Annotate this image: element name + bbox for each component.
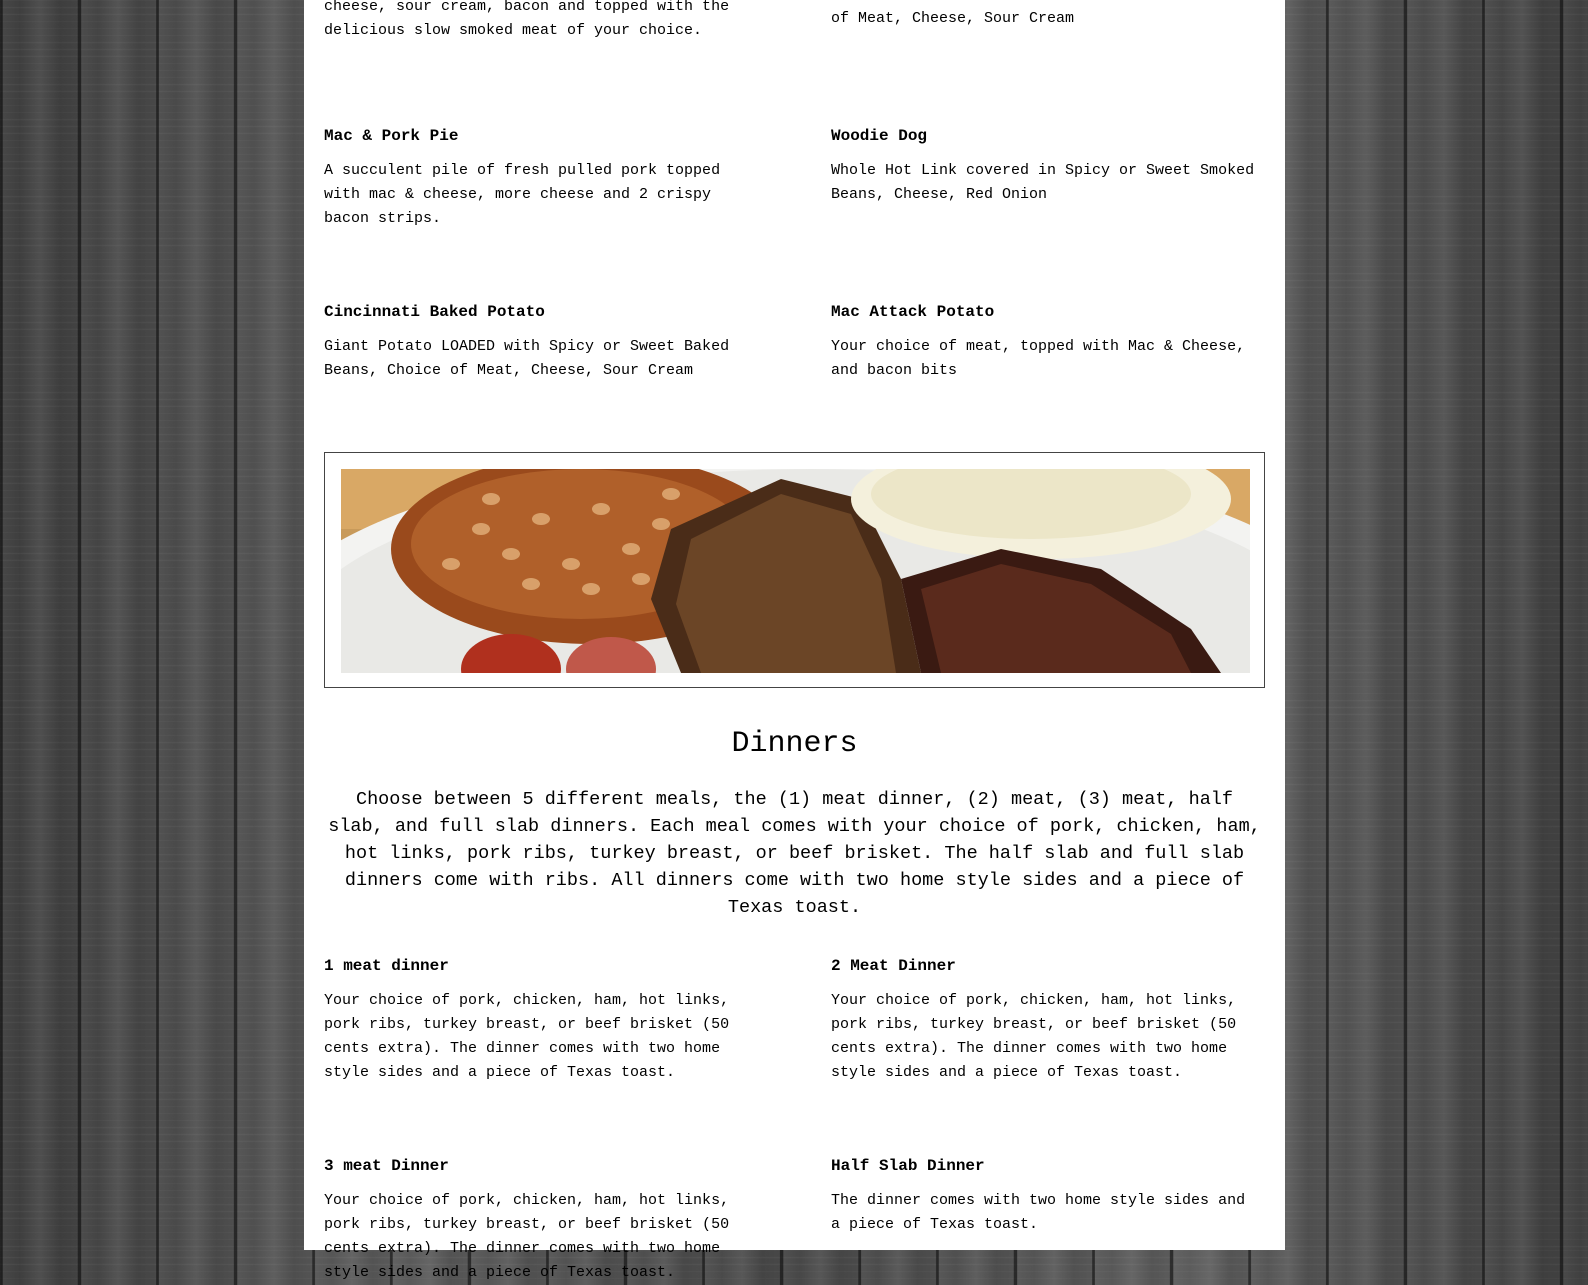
- menu-item-title: Mac & Pork Pie: [324, 127, 459, 145]
- item-description-partial-right: of Meat, Cheese, Sour Cream: [831, 10, 1075, 27]
- menu-item: [324, 124, 749, 231]
- menu-item-title: 1 meat dinner: [324, 957, 449, 975]
- menu-item-title: Mac Attack Potato: [831, 303, 995, 321]
- menu-item: [324, 1154, 749, 1285]
- menu-item-description: The dinner comes with two home style sides and a piece of Texas toast.: [831, 1192, 1246, 1233]
- menu-item-description: Giant Potato LOADED with Spicy or Sweet Baked Beans, Choice of Meat, Cheese, Sour Cream: [324, 338, 730, 379]
- menu-item-title: Cincinnati Baked Potato: [324, 303, 545, 321]
- menu-item-description: Your choice of pork, chicken, ham, hot links, pork ribs, turkey breast, or beef brisket (50 cents extra). The dinner comes with two home style sides and a piece of Texas toast.: [324, 1192, 730, 1281]
- menu-item-description: Your choice of pork, chicken, ham, hot links, pork ribs, turkey breast, or beef brisket (50 cents extra). The dinner comes with two home style sides and a piece of Texas toast.: [324, 992, 730, 1081]
- food-photo: [341, 469, 1250, 673]
- menu-item: [831, 300, 1256, 383]
- menu-item: [831, 954, 1256, 1085]
- bbq-plate-image: [341, 469, 1250, 673]
- menu-item: [831, 124, 1256, 207]
- menu-item: [324, 300, 749, 383]
- menu-content-column: [304, 0, 1285, 1281]
- section-intro: Choose between 5 different meals, the (1) meat dinner, (2) meat, (3) meat, half slab, and full slab dinners. Each meal comes with your choice of pork, chicken, ham, hot links, pork ribs, turkey breast, or beef brisket. The half slab and full slab dinners come with ribs. All dinners come with two home style sides and a piece of Texas toast.: [328, 789, 1261, 918]
- food-photo-frame: [324, 452, 1265, 688]
- menu-item-description: Your choice of pork, chicken, ham, hot links, pork ribs, turkey breast, or beef brisket (50 cents extra). The dinner comes with two home style sides and a piece of Texas toast.: [831, 992, 1237, 1081]
- menu-item: [324, 954, 749, 1085]
- menu-item-description: Your choice of meat, topped with Mac & Cheese, and bacon bits: [831, 338, 1246, 379]
- menu-item-title: 3 meat Dinner: [324, 1157, 449, 1175]
- section-title: Dinners: [731, 727, 858, 761]
- item-description-partial-left: cheese, sour cream, bacon and topped with the delicious slow smoked meat of your choice.: [324, 0, 730, 39]
- menu-item-title: Woodie Dog: [831, 127, 928, 145]
- menu-item-title: 2 Meat Dinner: [831, 957, 956, 975]
- menu-item-title: Half Slab Dinner: [831, 1157, 985, 1175]
- menu-item-description: Whole Hot Link covered in Spicy or Sweet Smoked Beans, Cheese, Red Onion: [831, 162, 1255, 203]
- menu-item-description: A succulent pile of fresh pulled pork topped with mac & cheese, more cheese and 2 crispy bacon strips.: [324, 162, 721, 227]
- menu-item: [831, 1154, 1256, 1237]
